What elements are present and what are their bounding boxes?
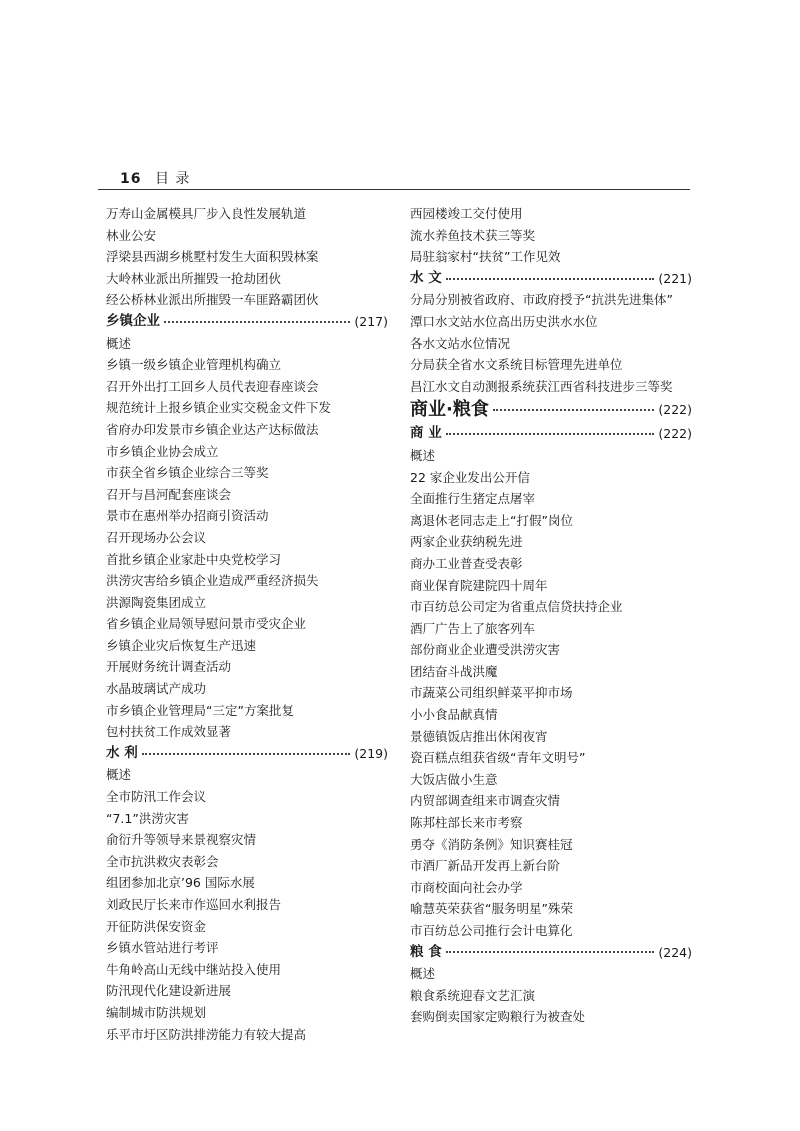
toc-entry: 陈邦柱部长来市考察 bbox=[410, 815, 523, 831]
toc-entry: 大岭林业派出所摧毁一抢劫团伙 bbox=[106, 270, 282, 286]
toc-entry: 瓷百糕点组获省级“青年文明号” bbox=[410, 750, 586, 766]
toc-entry: 粮食系统迎春文艺汇演 bbox=[410, 987, 536, 1003]
toc-entry: 套购倒卖国家定购粮行为被查处 bbox=[410, 1009, 586, 1025]
toc-entry: 召开外出打工回乡人员代表迎春座谈会 bbox=[106, 378, 319, 394]
toc-entry: 省乡镇企业局领导慰问景市受灾企业 bbox=[106, 616, 307, 632]
toc-entry: 商办工业普查受表彰 bbox=[410, 555, 523, 571]
toc-entry: 开展财务统计调查活动 bbox=[106, 659, 232, 675]
toc-entry: 市百纺总公司定为省重点信贷扶持企业 bbox=[410, 599, 623, 615]
toc-entry: “7.1”洪涝灾害 bbox=[106, 810, 189, 826]
toc-entry: 全市抗洪救灾表彰会 bbox=[106, 853, 219, 869]
toc-left-column bbox=[106, 203, 388, 1045]
toc-entry: 洪源陶瓷集团成立 bbox=[106, 594, 207, 610]
toc-entry: 俞衍升等领导来景视察灾情 bbox=[106, 832, 257, 848]
toc-entry: 大饭店做小生意 bbox=[410, 771, 498, 787]
toc-entry: 分局分别被省政府、市政府授予“抗洪先进集体” bbox=[410, 292, 673, 308]
toc-entry: 景德镇饭店推出休闲夜宵 bbox=[410, 728, 548, 744]
toc-entry: 两家企业获纳税先进 bbox=[410, 534, 523, 550]
toc-entry: 经公桥林业派出所摧毁一车匪路霸团伙 bbox=[106, 292, 319, 308]
toc-entry: 市乡镇企业协会成立 bbox=[106, 443, 219, 459]
page-number: 16 bbox=[120, 171, 142, 187]
page-title: 目 录 bbox=[154, 171, 191, 187]
toc-entry: 乡镇水管站进行考评 bbox=[106, 940, 219, 956]
toc-entry: 西园楼竣工交付使用 bbox=[410, 206, 523, 221]
toc-entry: 组团参加北京’96 国际水展 bbox=[106, 875, 255, 891]
toc-section bbox=[410, 423, 692, 445]
toc-entry: 市酒厂新品开发再上新台阶 bbox=[410, 858, 561, 874]
section-title: 乡镇企业 bbox=[106, 312, 160, 329]
toc-major-section bbox=[410, 397, 692, 423]
toc-section bbox=[106, 311, 388, 333]
section-title: 粮 食 bbox=[410, 943, 442, 960]
toc-entry: 内贸部调查组来市调查灾情 bbox=[410, 793, 561, 809]
toc-entry: 22 家企业发出公开信 bbox=[410, 469, 530, 485]
leader-dots bbox=[164, 321, 350, 323]
leader-dots bbox=[142, 753, 351, 755]
section-page-number: (222) bbox=[658, 426, 692, 442]
toc-entry: 概述 bbox=[410, 966, 436, 982]
section-page-number: (219) bbox=[354, 745, 388, 761]
toc-entry: 省府办印发景市乡镇企业达产达标做法 bbox=[106, 421, 319, 437]
toc-entry: 全市防汛工作会议 bbox=[106, 789, 207, 805]
toc-section bbox=[410, 942, 692, 964]
section-title: 商 业 bbox=[410, 425, 442, 442]
toc-entry: 离退休老同志走上“打假”岗位 bbox=[410, 512, 573, 528]
toc-entry: 概述 bbox=[410, 447, 436, 463]
toc-entry: 洪涝灾害给乡镇企业造成严重经济损失 bbox=[106, 573, 319, 589]
toc-entry: 分局获全省水文系统目标管理先进单位 bbox=[410, 357, 623, 373]
toc-entry: 市蔬菜公司组织鲜菜平抑市场 bbox=[410, 685, 573, 701]
leader-dots bbox=[446, 278, 655, 280]
toc-entry: 市乡镇企业管理局“三定”方案批复 bbox=[106, 702, 294, 718]
toc-entry: 包村扶贫工作成效显著 bbox=[106, 724, 232, 740]
toc-right-column bbox=[410, 203, 692, 1028]
toc-entry: 召开现场办公会议 bbox=[106, 529, 207, 545]
toc-entry: 昌江水文自动测报系统获江西省科技进步三等奖 bbox=[410, 378, 673, 394]
leader-dots bbox=[446, 433, 655, 435]
toc-entry: 牛角岭高山无线中继站投入使用 bbox=[106, 961, 282, 977]
toc-entry: 首批乡镇企业家赴中央党校学习 bbox=[106, 551, 282, 567]
toc-entry: 各水文站水位情况 bbox=[410, 335, 511, 351]
toc-entry: 部份商业企业遭受洪涝灾害 bbox=[410, 642, 561, 658]
toc-entry: 防汛现代化建设新进展 bbox=[106, 983, 232, 999]
toc-entry: 规范统计上报乡镇企业实交税金文件下发 bbox=[106, 400, 332, 416]
toc-entry: 潭口水文站水位高出历史洪水水位 bbox=[410, 313, 598, 329]
toc-entry: 市获全省乡镇企业综合三等奖 bbox=[106, 465, 269, 481]
toc-entry: 乡镇一级乡镇企业管理机构确立 bbox=[106, 357, 282, 373]
section-page-number: (221) bbox=[658, 270, 692, 286]
toc-entry: 局驻翁家村“扶贫”工作见效 bbox=[410, 249, 561, 265]
toc-entry: 喻慧英荣获省“服务明星”殊荣 bbox=[410, 901, 573, 917]
header-rule bbox=[98, 189, 690, 190]
section-page-number: (217) bbox=[354, 313, 388, 329]
toc-entry: 刘政民厅长来市作巡回水利报告 bbox=[106, 897, 282, 912]
toc-entry: 开征防洪保安资金 bbox=[106, 918, 207, 934]
toc-entry: 小小食品献真情 bbox=[410, 707, 498, 723]
toc-entry: 景市在惠州举办招商引资活动 bbox=[106, 508, 269, 524]
toc-entry: 勇夺《消防条例》知识赛桂冠 bbox=[410, 836, 573, 852]
toc-entry: 万寿山金属模具厂步入良性发展轨道 bbox=[106, 206, 307, 221]
section-title: 商业·粮食 bbox=[410, 399, 489, 421]
toc-entry: 市商校面向社会办学 bbox=[410, 879, 523, 895]
toc-entry: 乡镇企业灾后恢复生产迅速 bbox=[106, 637, 257, 653]
section-title: 水 文 bbox=[410, 269, 442, 286]
toc-entry: 酒厂广告上了旅客列车 bbox=[410, 620, 536, 636]
toc-entry: 召开与昌河配套座谈会 bbox=[106, 486, 232, 502]
toc-entry: 林业公安 bbox=[106, 227, 157, 243]
toc-entry: 全面推行生猪定点屠宰 bbox=[410, 491, 536, 507]
toc-entry: 概述 bbox=[106, 335, 132, 351]
toc-entry: 乐平市圩区防洪排涝能力有较大提高 bbox=[106, 1026, 307, 1042]
toc-section bbox=[410, 268, 692, 290]
toc-entry: 水晶玻璃试产成功 bbox=[106, 681, 207, 697]
toc-entry: 编制城市防洪规划 bbox=[106, 1004, 207, 1020]
toc-section bbox=[106, 743, 388, 765]
leader-dots bbox=[446, 951, 655, 953]
toc-entry: 市百纺总公司推行会计电算化 bbox=[410, 923, 573, 938]
toc-entry: 流水养鱼技术获三等奖 bbox=[410, 227, 536, 243]
section-page-number: (222) bbox=[658, 402, 692, 418]
page-header bbox=[120, 168, 190, 188]
toc-entry: 浮梁县西湖乡桃墅村发生大面积毁林案 bbox=[106, 249, 319, 265]
toc-entry: 概述 bbox=[106, 767, 132, 783]
toc-entry: 团结奋斗战洪魔 bbox=[410, 663, 498, 679]
section-title: 水 利 bbox=[106, 744, 138, 761]
toc-entry: 商业保育院建院四十周年 bbox=[410, 577, 548, 593]
leader-dots bbox=[493, 409, 655, 411]
section-page-number: (224) bbox=[658, 944, 692, 960]
